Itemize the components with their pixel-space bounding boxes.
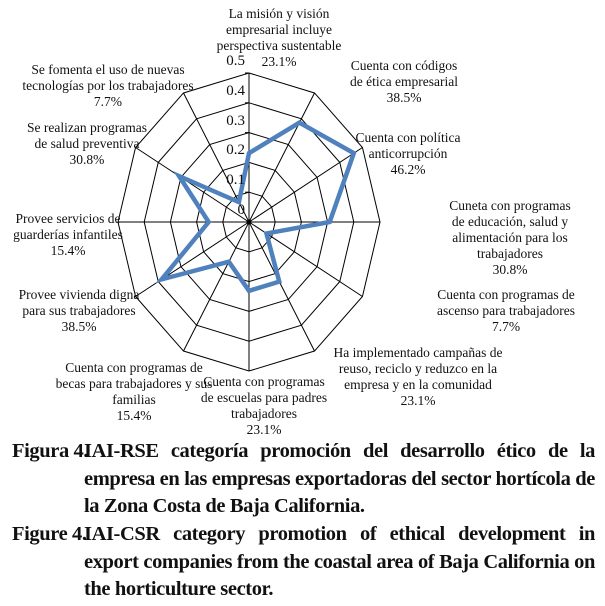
tick-label: 0.3 xyxy=(226,112,245,129)
category-label xyxy=(13,211,123,259)
category-label xyxy=(350,58,458,106)
category-name: La misión y visión empresarial incluye perspectiva sustentable xyxy=(216,6,342,53)
tick-label: 0.2 xyxy=(226,142,245,159)
value-label: 23.1% xyxy=(400,393,436,408)
caption-spanish-text: IAI-RSE categoría promoción del desarrollo ético de la empresa en las empresas exportadoras del sector hortícola de la Zona Costa de Baja California. xyxy=(84,440,595,517)
caption-spanish xyxy=(12,438,595,521)
value-label: 7.7% xyxy=(491,319,521,334)
category-name: Cuneta con programas de educación, salud y alimentación para los trabajadores xyxy=(449,198,571,261)
category-label xyxy=(449,198,570,278)
caption-english-text: IAI-CSR category promotion of ethical development in export companies from the coastal area of Baja California on the horticulture sector. xyxy=(84,523,595,600)
value-label: 23.1% xyxy=(261,54,297,69)
value-label: 7.7% xyxy=(93,94,123,109)
category-name: Ha implementado campañas de reuso, reciclo y reduzco en la empresa y en la comunidad xyxy=(333,345,503,392)
category-label xyxy=(22,62,193,110)
tick-label: 0.4 xyxy=(226,82,245,99)
tick-label: 0 xyxy=(237,202,245,218)
category-name: Cuenta con política anticorrupción xyxy=(355,130,461,161)
caption-english xyxy=(12,521,595,604)
category-label xyxy=(56,360,213,424)
data-series-line xyxy=(162,123,354,291)
category-label xyxy=(217,6,342,70)
category-label xyxy=(437,287,575,335)
category-label xyxy=(356,130,461,178)
caption-english-label: Figure 4. xyxy=(12,523,87,545)
value-label: 30.8% xyxy=(492,262,528,277)
category-name: Cuenta con programas de ascenso para trabajadores xyxy=(437,287,575,318)
center-dot xyxy=(247,220,252,225)
category-label xyxy=(333,345,502,409)
category-name: Cuenta con códigos de ética empresarial xyxy=(350,58,458,89)
category-label xyxy=(19,287,140,335)
value-label: 38.5% xyxy=(386,90,422,105)
category-name: Provee servicios de guarderías infantiles xyxy=(13,211,123,242)
category-name: Cuenta con programas de escuelas para padres trabajadores xyxy=(200,374,328,421)
category-name: Provee vivienda digna para sus trabajadores xyxy=(18,287,140,318)
value-label: 30.8% xyxy=(69,152,105,167)
category-label xyxy=(201,374,327,438)
tick-label: 0.1 xyxy=(226,172,245,189)
category-name: Cuenta con programas de becas para trabajadores y sus familias xyxy=(55,360,213,407)
tick-label: 0.5 xyxy=(226,53,245,69)
caption-spanish-label: Figura 4. xyxy=(12,440,89,462)
category-name: Se realizan programas de salud preventiva xyxy=(27,120,147,151)
value-label: 15.4% xyxy=(50,243,86,258)
category-label xyxy=(27,120,147,168)
category-name: Se fomenta el uso de nuevas tecnologías por los trabajadores xyxy=(22,62,194,93)
value-label: 23.1% xyxy=(246,422,282,437)
value-label: 46.2% xyxy=(390,162,426,177)
value-label: 38.5% xyxy=(61,319,97,334)
value-label: 15.4% xyxy=(116,408,152,423)
